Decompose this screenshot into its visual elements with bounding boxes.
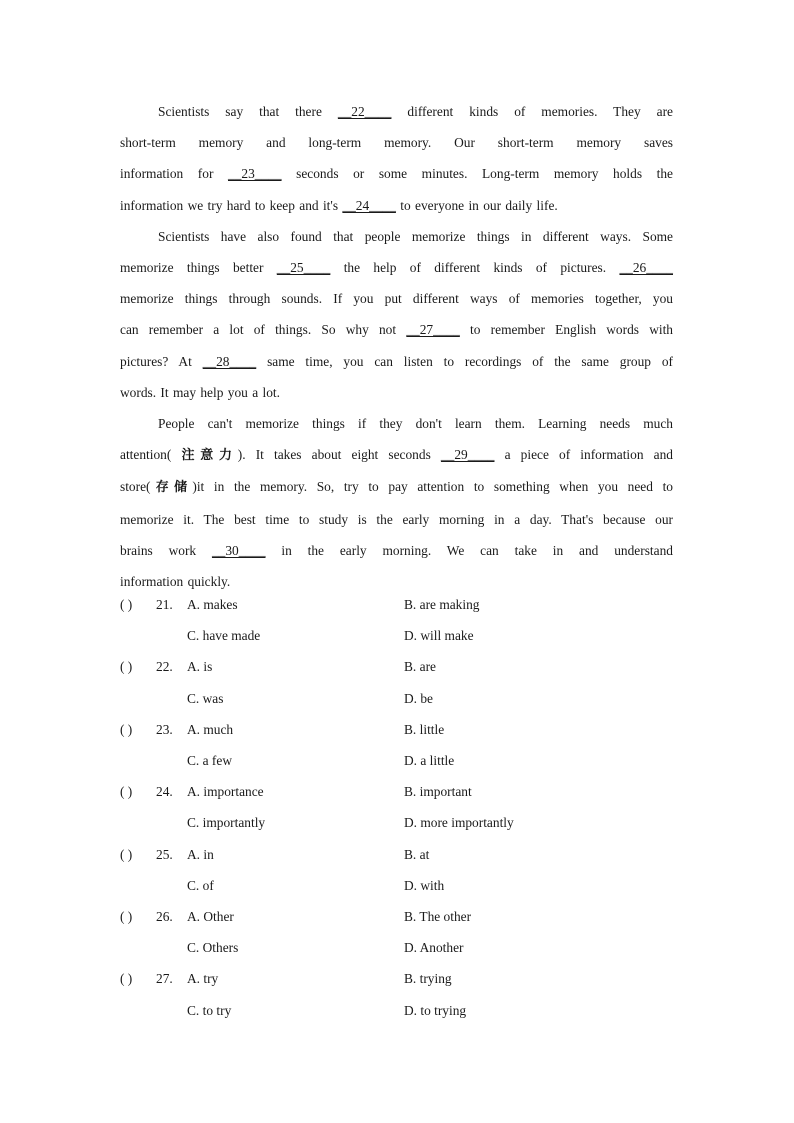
blank-25: __25____ (276, 260, 331, 276)
text: ). It takes about eight seconds (237, 447, 441, 463)
text-line: People can't memorize things if they don't learn them. Learning needs much (158, 416, 673, 432)
text: different kinds of memories. They are (391, 104, 673, 119)
text: information we try hard to keep and it's (120, 197, 343, 213)
option-a: A. much (187, 721, 234, 737)
option-c: C. have made (187, 628, 261, 644)
text: to everyone in our daily life. (395, 197, 558, 213)
option-b: B. at (404, 846, 430, 862)
blank-22: __22____ (337, 104, 392, 119)
question-item (120, 847, 673, 909)
option-a: A. Other (187, 908, 234, 924)
option-b: B. The other (404, 908, 472, 924)
question-number: 27. (156, 971, 173, 987)
text-line: information quickly. (120, 574, 231, 590)
option-a: A. try (187, 971, 219, 987)
option-b: B. little (404, 721, 445, 737)
text: Scientists say that there (158, 104, 338, 119)
paragraph-2 (120, 221, 673, 408)
question-number: 21. (156, 597, 173, 612)
option-c: C. was (187, 690, 224, 706)
option-a: A. makes (187, 597, 238, 612)
text: )it in the memory. So, try to pay attention to something when you need to (192, 479, 673, 495)
question-item (120, 722, 673, 784)
text: seconds or some minutes. Long-term memory holds the (281, 166, 673, 182)
text-line: short-term memory and long-term memory. Our short-term memory saves (120, 135, 673, 151)
question-number: 22. (156, 659, 173, 675)
text: brains work (120, 542, 212, 558)
text-line: words. It may help you a lot. (120, 384, 280, 400)
blank-23: __23____ (228, 166, 282, 182)
text: the help of different kinds of pictures. (330, 260, 620, 276)
option-b: B. are (404, 659, 436, 675)
option-d: D. with (404, 877, 445, 893)
text: information for (120, 166, 228, 182)
option-a: A. is (187, 659, 213, 675)
blank-29: __29____ (440, 447, 495, 463)
option-a: A. importance (187, 784, 264, 800)
text: pictures? At (120, 353, 203, 369)
option-d: D. will make (404, 628, 474, 644)
text-line: memorize things through sounds. If you put different ways of memories together, you (120, 291, 673, 307)
option-b: B. important (404, 784, 472, 800)
answer-parentheses[interactable]: ( ) (120, 597, 133, 612)
reading-passage (120, 96, 673, 597)
answer-parentheses[interactable]: ( ) (120, 846, 133, 862)
answer-parentheses[interactable]: ( ) (120, 971, 133, 987)
blank-26: __26____ (619, 260, 673, 276)
option-d: D. more importantly (404, 815, 514, 831)
option-d: D. a little (404, 752, 455, 768)
option-b: B. trying (404, 971, 452, 987)
paragraph-3 (120, 408, 673, 597)
option-c: C. of (187, 877, 214, 893)
answer-parentheses[interactable]: ( ) (120, 721, 133, 737)
question-item (120, 784, 673, 846)
question-number: 26. (156, 908, 173, 924)
blank-28: __28____ (202, 353, 257, 369)
blank-27: __27____ (406, 322, 460, 338)
chinese-gloss: 注意力 (181, 448, 238, 464)
chinese-gloss: 存储 (150, 480, 193, 496)
question-item (120, 971, 673, 1033)
answer-parentheses[interactable]: ( ) (120, 659, 133, 675)
question-item (120, 909, 673, 971)
option-d: D. to trying (404, 1002, 467, 1018)
question-number: 23. (156, 721, 173, 737)
paragraph-1 (120, 96, 673, 221)
blank-24: __24____ (342, 197, 396, 213)
option-d: D. Another (404, 940, 464, 956)
option-c: C. to try (187, 1002, 232, 1018)
question-number: 25. (156, 846, 173, 862)
option-c: C. importantly (187, 815, 266, 831)
answer-parentheses[interactable]: ( ) (120, 784, 133, 800)
text-line: Scientists have also found that people memorize things in different ways. Some (158, 228, 673, 244)
question-item (120, 597, 673, 659)
text: in the early morning. We can take in and understand (265, 542, 673, 558)
option-c: C. Others (187, 940, 239, 956)
question-number: 24. (156, 784, 173, 800)
text: a piece of information and (494, 447, 673, 463)
blank-30: __30____ (211, 542, 266, 558)
question-item (120, 659, 673, 721)
text-line: memorize it. The best time to study is the early morning in a day. That's because our (120, 511, 673, 527)
text: store( (120, 479, 151, 495)
option-c: C. a few (187, 752, 232, 768)
text: same time, you can listen to recordings of the same group of (256, 353, 673, 369)
text: memorize things better (120, 260, 277, 276)
text: attention( (120, 447, 182, 463)
answer-parentheses[interactable]: ( ) (120, 908, 133, 924)
text: to remember English words with (459, 322, 674, 338)
question-list (120, 597, 673, 1034)
text: can remember a lot of things. So why not (120, 322, 407, 338)
option-b: B. are making (404, 597, 480, 612)
option-d: D. be (404, 690, 434, 706)
option-a: A. in (187, 846, 214, 862)
